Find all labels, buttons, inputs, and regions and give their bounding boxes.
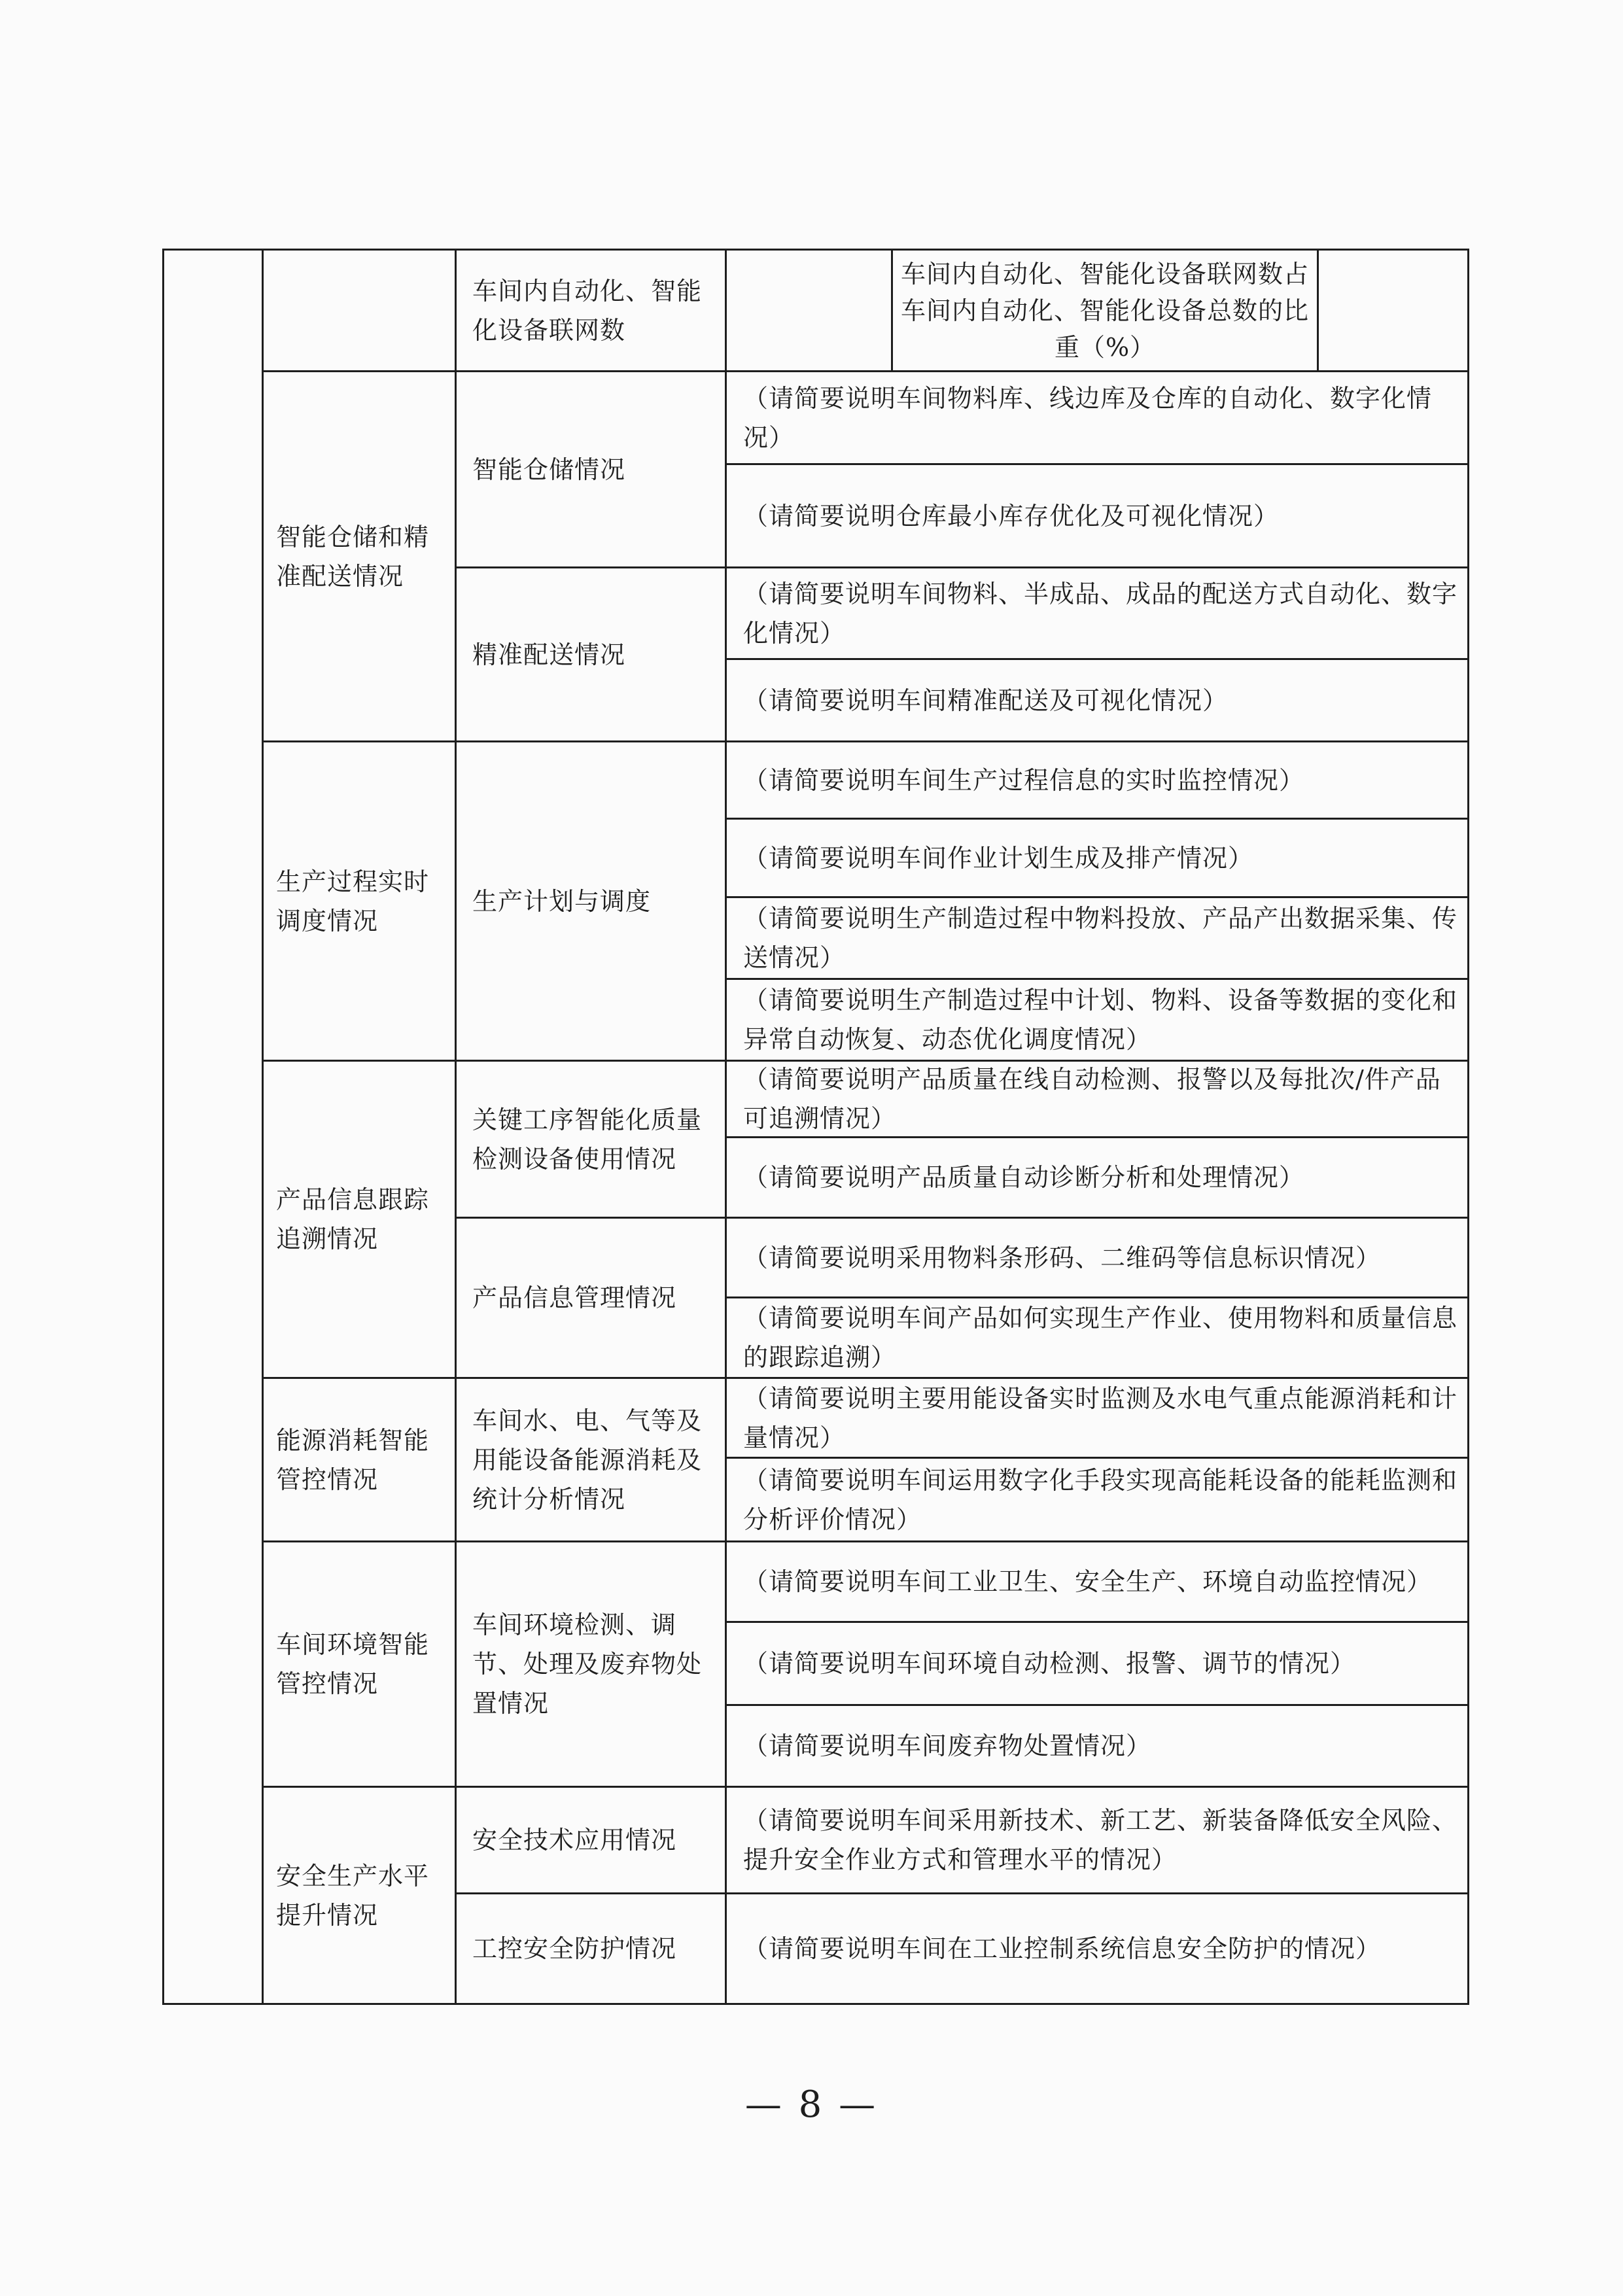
section-label: 产品信息跟踪追溯情况 [276,1185,430,1253]
column-divider [725,249,727,2005]
item-label: 生产计划与调度 [472,886,652,916]
section-label: 安全生产水平提升情况 [276,1861,430,1930]
table-border-bottom [162,2003,1469,2005]
column-divider [262,249,264,2005]
detail-cell[interactable]: （请简要说明车间运用数字化手段实现高能耗设备的能耗监测和分析评价情况） [743,1465,1458,1534]
item-value-cell[interactable] [727,251,891,370]
detail-cell[interactable]: （请简要说明车间工业卫生、安全生产、环境自动监控情况） [743,1567,1433,1596]
detail-cell[interactable]: （请简要说明车间物料、半成品、成品的配送方式自动化、数字化情况） [743,579,1458,648]
detail-cell[interactable]: （请简要说明车间精准配送及可视化情况） [743,686,1229,715]
item-label: 精准配送情况 [472,640,626,669]
detail-cell[interactable]: （请简要说明车间产品如何实现生产作业、使用物料和质量信息的跟踪追溯） [743,1304,1458,1372]
detail-cell[interactable]: （请简要说明产品质量自动诊断分析和处理情况） [743,1163,1305,1192]
item-label: 智能仓储情况 [472,455,626,484]
ratio-value-cell[interactable] [1319,251,1467,370]
detail-cell[interactable]: （请简要说明车间采用新技术、新工艺、新装备降低安全风险、提升安全作业方式和管理水平的情况） [743,1806,1458,1874]
item-label: 关键工序智能化质量检测设备使用情况 [472,1105,703,1174]
detail-cell[interactable]: （请简要说明车间生产过程信息的实时监控情况） [743,765,1305,795]
detail-cell[interactable]: （请简要说明产品质量在线自动检测、报警以及每批次/件产品可追溯情况） [743,1065,1441,1133]
section-label: 智能仓储和精准配送情况 [276,522,430,591]
section-label: 车间环境智能管控情况 [276,1630,430,1698]
detail-cell[interactable]: （请简要说明仓库最小库存优化及可视化情况） [743,501,1280,531]
detail-cell[interactable]: （请简要说明车间作业计划生成及排产情况） [743,843,1254,873]
item-label: 安全技术应用情况 [472,1826,677,1854]
item-label: 产品信息管理情况 [472,1283,677,1312]
item-label: 车间内自动化、智能化设备联网数 [472,276,703,345]
section-label: 生产过程实时调度情况 [276,867,430,935]
detail-cell[interactable]: （请简要说明生产制造过程中物料投放、产品产出数据采集、传送情况） [743,904,1458,972]
detail-cell[interactable]: （请简要说明车间在工业控制系统信息安全防护的情况） [743,1934,1382,1963]
ratio-label: 车间内自动化、智能化设备联网数占车间内自动化、智能化设备总数的比重（%） [901,259,1310,362]
page-number: — 8 — [744,2083,879,2126]
item-label: 工控安全防护情况 [472,1934,677,1963]
section-label: 能源消耗智能管控情况 [276,1425,430,1494]
column-divider [455,249,457,2005]
item-label: 车间环境检测、调节、处理及废弃物处置情况 [472,1610,703,1718]
table-border-left [162,249,164,2005]
detail-cell[interactable]: （请简要说明采用物料条形码、二维码等信息标识情况） [743,1243,1382,1272]
detail-cell[interactable]: （请简要说明生产制造过程中计划、物料、设备等数据的变化和异常自动恢复、动态优化调度情况） [743,986,1458,1054]
detail-cell[interactable]: （请简要说明车间废弃物处置情况） [743,1731,1152,1760]
detail-cell[interactable]: （请简要说明主要用能设备实时监测及水电气重点能源消耗和计量情况） [743,1383,1458,1452]
item-label: 车间水、电、气等及用能设备能源消耗及统计分析情况 [472,1406,703,1514]
detail-cell[interactable]: （请简要说明车间环境自动检测、报警、调节的情况） [743,1649,1356,1678]
detail-cell[interactable]: （请简要说明车间物料库、线边库及仓库的自动化、数字化情况） [743,383,1433,452]
table-border-right [1467,249,1469,2005]
